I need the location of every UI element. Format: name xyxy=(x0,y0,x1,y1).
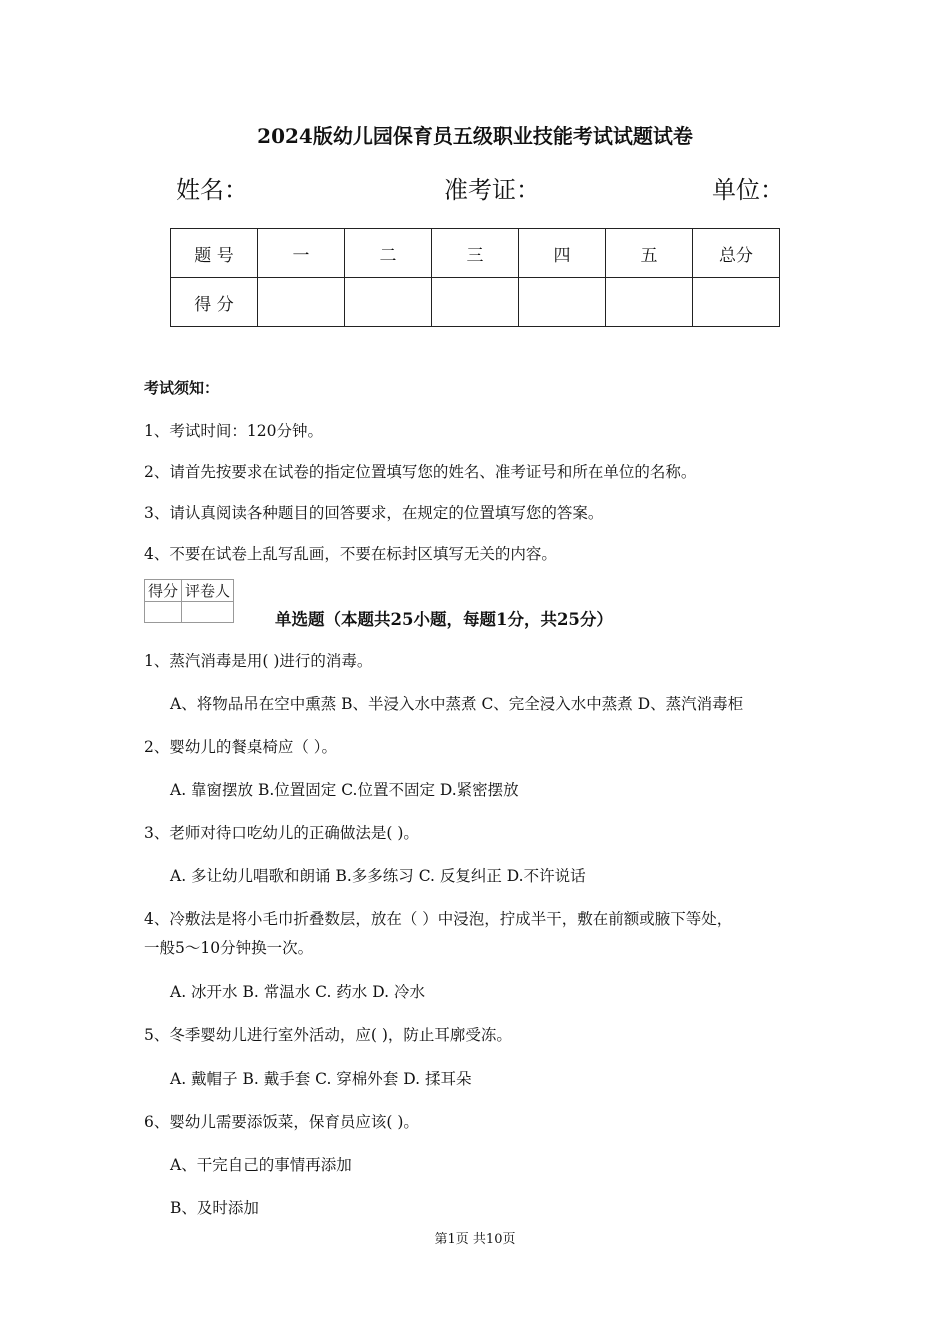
score-cell: 题 号 xyxy=(171,229,258,278)
score-cell: 得 分 xyxy=(171,278,258,327)
notice-heading: 考试须知： xyxy=(144,379,220,397)
score-cell xyxy=(693,278,780,327)
question-options: A、干完自己的事情再添加 xyxy=(170,1156,352,1174)
question-stem: 5、冬季婴幼儿进行室外活动，应( )，防止耳廓受冻。 xyxy=(144,1026,512,1044)
score-cell xyxy=(606,278,693,327)
question-stem: 6、婴幼儿需要添饭菜，保育员应该( )。 xyxy=(144,1113,419,1131)
grader-name-label: 评卷人 xyxy=(182,580,234,602)
notice-item: 3、请认真阅读各种题目的回答要求，在规定的位置填写您的答案。 xyxy=(144,504,604,522)
score-cell xyxy=(258,278,345,327)
notice-item: 4、不要在试卷上乱写乱画，不要在标封区填写无关的内容。 xyxy=(144,545,557,563)
unit-label: 单位： xyxy=(712,176,784,204)
score-table-score-row xyxy=(171,278,780,327)
name-label: 姓名： xyxy=(176,176,248,204)
score-cell: 三 xyxy=(432,229,519,278)
grader-score-cell xyxy=(145,602,182,623)
score-table-header-row xyxy=(171,229,780,278)
score-table xyxy=(170,228,780,327)
question-options: A. 多让幼儿唱歌和朗诵 B.多多练习 C. 反复纠正 D.不许说话 xyxy=(170,867,586,885)
score-cell: 总分 xyxy=(693,229,780,278)
question-options: A、将物品吊在空中熏蒸 B、半浸入水中蒸煮 C、完全浸入水中蒸煮 D、蒸汽消毒柜 xyxy=(170,695,744,713)
grader-name-cell xyxy=(182,602,234,623)
score-cell: 四 xyxy=(519,229,606,278)
question-options: A. 靠窗摆放 B.位置固定 C.位置不固定 D.紧密摆放 xyxy=(170,781,519,799)
question-options: A. 戴帽子 B. 戴手套 C. 穿棉外套 D. 揉耳朵 xyxy=(170,1070,472,1088)
notice-item: 1、考试时间：120分钟。 xyxy=(144,422,323,440)
question-options: A. 冰开水 B. 常温水 C. 药水 D. 冷水 xyxy=(170,983,425,1001)
ticket-label: 准考证： xyxy=(444,176,540,204)
score-cell: 五 xyxy=(606,229,693,278)
question-stem: 2、婴幼儿的餐桌椅应（ ）。 xyxy=(144,738,338,756)
score-cell xyxy=(519,278,606,327)
question-stem: 4、冷敷法是将小毛巾折叠数层，放在（ ）中浸泡，拧成半干，敷在前额或腋下等处， xyxy=(144,910,733,928)
score-cell: 一 xyxy=(258,229,345,278)
page-title: 2024版幼儿园保育员五级职业技能考试试题试卷 xyxy=(257,124,693,148)
notice-item: 2、请首先按要求在试卷的指定位置填写您的姓名、准考证号和所在单位的名称。 xyxy=(144,463,697,481)
question-options: B、及时添加 xyxy=(170,1199,259,1217)
score-cell xyxy=(432,278,519,327)
question-stem: 3、老师对待口吃幼儿的正确做法是( )。 xyxy=(144,824,419,842)
score-cell: 二 xyxy=(345,229,432,278)
page-footer: 第1页 共10页 xyxy=(434,1232,516,1247)
question-stem: 1、蒸汽消毒是用( )进行的消毒。 xyxy=(144,652,373,670)
section-title: 单选题（本题共25小题，每题1分，共25分） xyxy=(275,610,613,629)
grader-box xyxy=(144,579,234,623)
grader-score-label: 得分 xyxy=(145,580,182,602)
question-stem-continued: 一般5～10分钟换一次。 xyxy=(144,939,314,957)
score-cell xyxy=(345,278,432,327)
